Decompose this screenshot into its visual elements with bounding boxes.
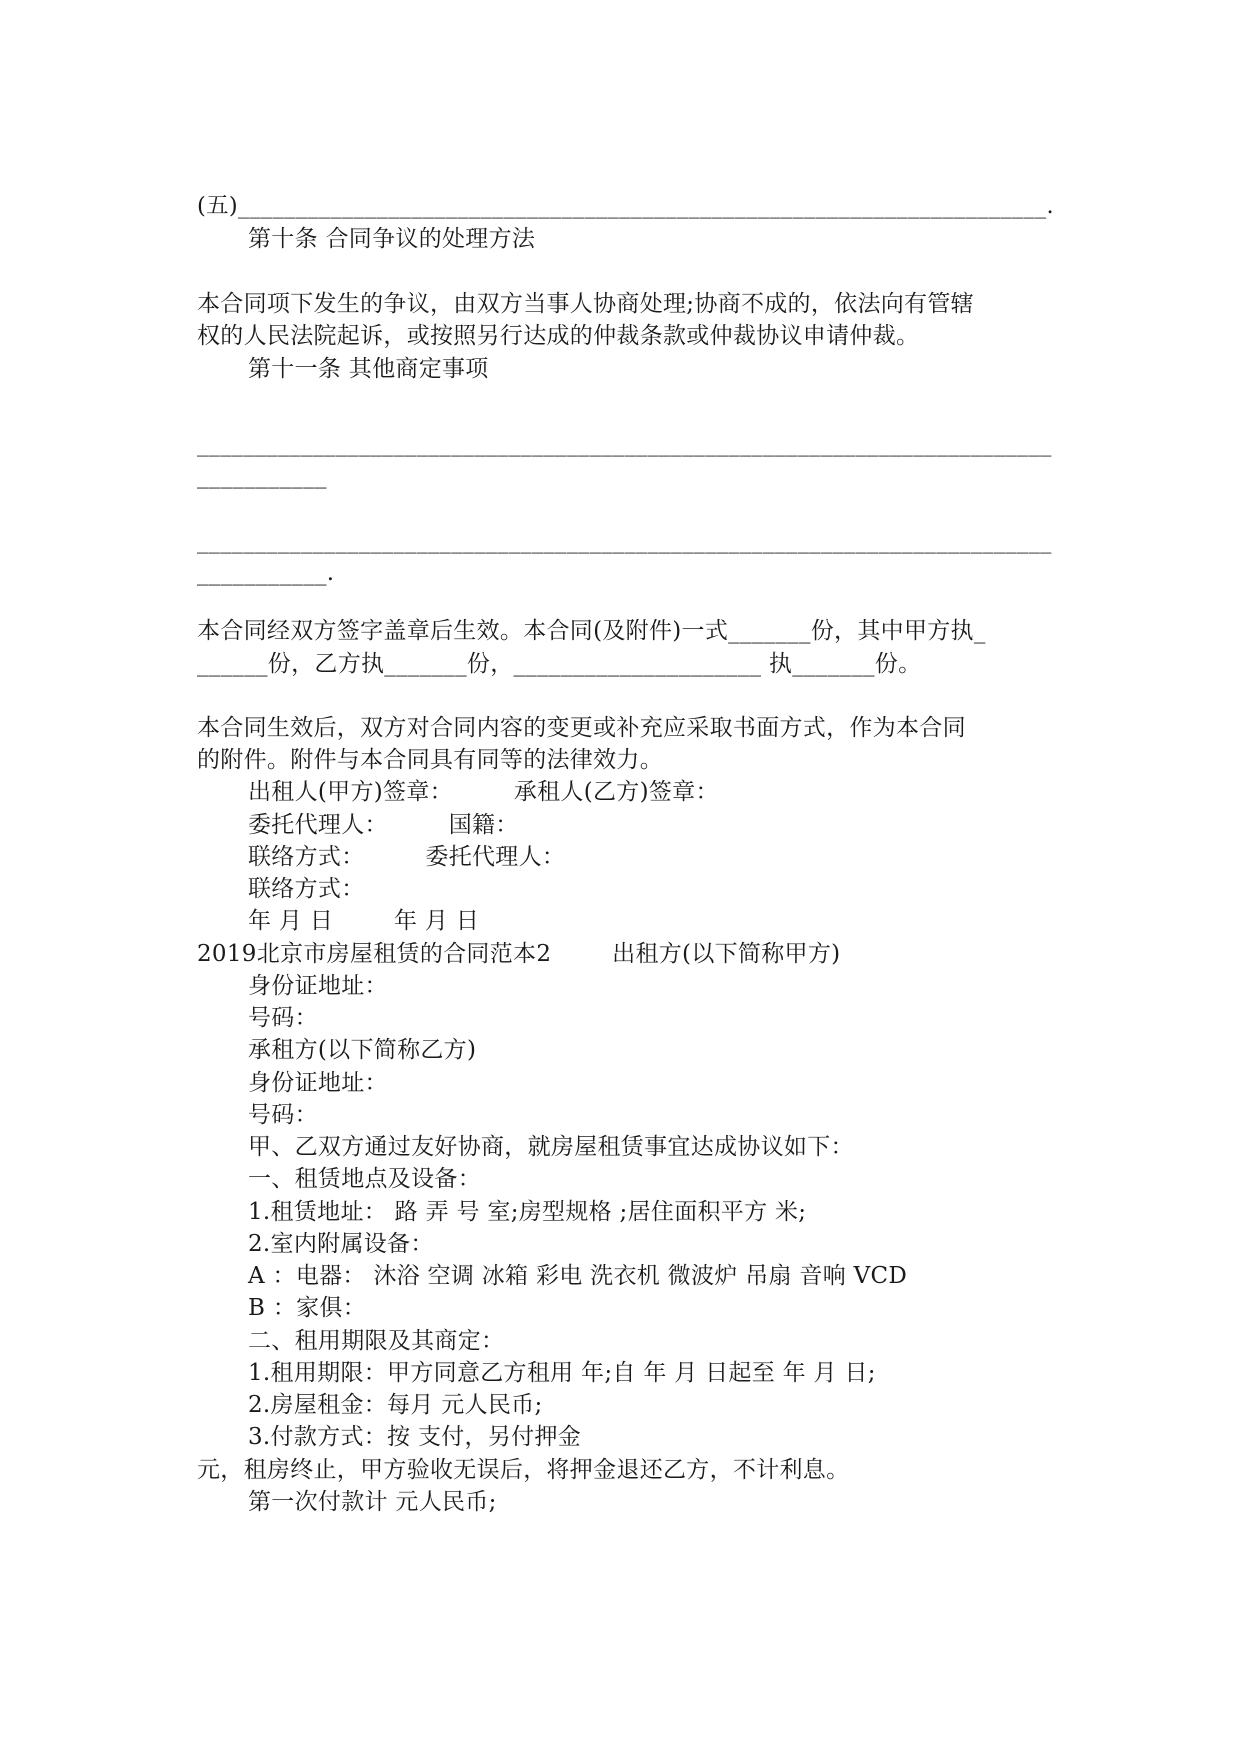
clause-nine-item-five: (五)______________________________________________________________________. [197,193,1054,219]
effect-text-line-1: 本合同经双方签字盖章后生效。本合同(及附件)一式_______份，其中甲方执_ [197,618,986,644]
appliances-line: A ：电器： 沐浴 空调 冰箱 彩电 洗衣机 微波炉 吊扇 音响 VCD [248,1263,908,1289]
rental-address-line: 1.租赁地址： 路 弄 号 室;房型规格 ;居住面积平方 米; [248,1199,807,1225]
equipment-heading: 2.室内附属设备： [248,1231,434,1257]
effect-text-line-2: ______份，乙方执_______份，_____________________ 执_______份。 [197,651,922,677]
lessee-id-number: 号码： [248,1102,318,1128]
section-two-heading: 二、租用期限及其商定： [248,1328,505,1354]
rental-period-line: 1.租用期限：甲方同意乙方租用 年;自 年 月 日起至 年 月 日; [248,1360,876,1386]
lessee-id-address: 身份证地址： [248,1070,388,1096]
lessee-heading: 承租方(以下简称乙方) [248,1037,477,1063]
article-eleven-heading: 第十一条 其他商定事项 [248,356,489,382]
amendment-text-line-1: 本合同生效后，双方对合同内容的变更或补充应采取书面方式，作为本合同 [197,715,966,741]
first-payment-line: 第一次付款计 元人民币; [248,1489,497,1515]
lessor-id-number: 号码： [248,1005,318,1031]
blank-line-1b: ___________ [197,463,327,489]
furniture-line: B ：家俱： [248,1295,367,1321]
lessor-id-address: 身份证地址： [248,973,388,999]
dispute-text-line-1: 本合同项下发生的争议，由双方当事人协商处理;协商不成的，依法向有管辖 [197,291,974,317]
rent-amount-line: 2.房屋租金：每月 元人民币; [248,1392,543,1418]
contact-agent-line: 联络方式： 委托代理人： [248,844,566,870]
amendment-text-line-2: 的附件。附件与本合同具有同等的法律效力。 [197,747,663,773]
contact-line: 联络方式： [248,876,365,902]
agent-nationality-line: 委托代理人： 国籍： [248,812,519,838]
dispute-text-line-2: 权的人民法院起诉，或按照另行达成的仲裁条款或仲裁协议申请仲裁。 [197,323,920,349]
blank-line-2b: ___________. [197,560,335,586]
blank-line-2a: __________________________________________________________________________ [197,528,1052,554]
deposit-return-line: 元，租房终止，甲方验收无误后，将押金退还乙方，不计利息。 [197,1457,850,1483]
section-one-heading: 一、租赁地点及设备： [248,1166,481,1192]
date-line: 年 月 日 年 月 日 [248,908,480,934]
signature-line: 出租人(甲方)签章： 承租人(乙方)签章： [248,779,719,805]
payment-method-line: 3.付款方式：按 支付，另付押金 [248,1424,582,1450]
blank-line-1a: __________________________________________________________________________ [197,431,1052,457]
article-ten-heading: 第十条 合同争议的处理方法 [248,226,536,252]
contract-title-line: 2019北京市房屋租赁的合同范本2 出租方(以下简称甲方) [197,941,841,967]
agreement-intro: 甲、乙双方通过友好协商，就房屋租赁事宜达成协议如下： [248,1134,854,1160]
